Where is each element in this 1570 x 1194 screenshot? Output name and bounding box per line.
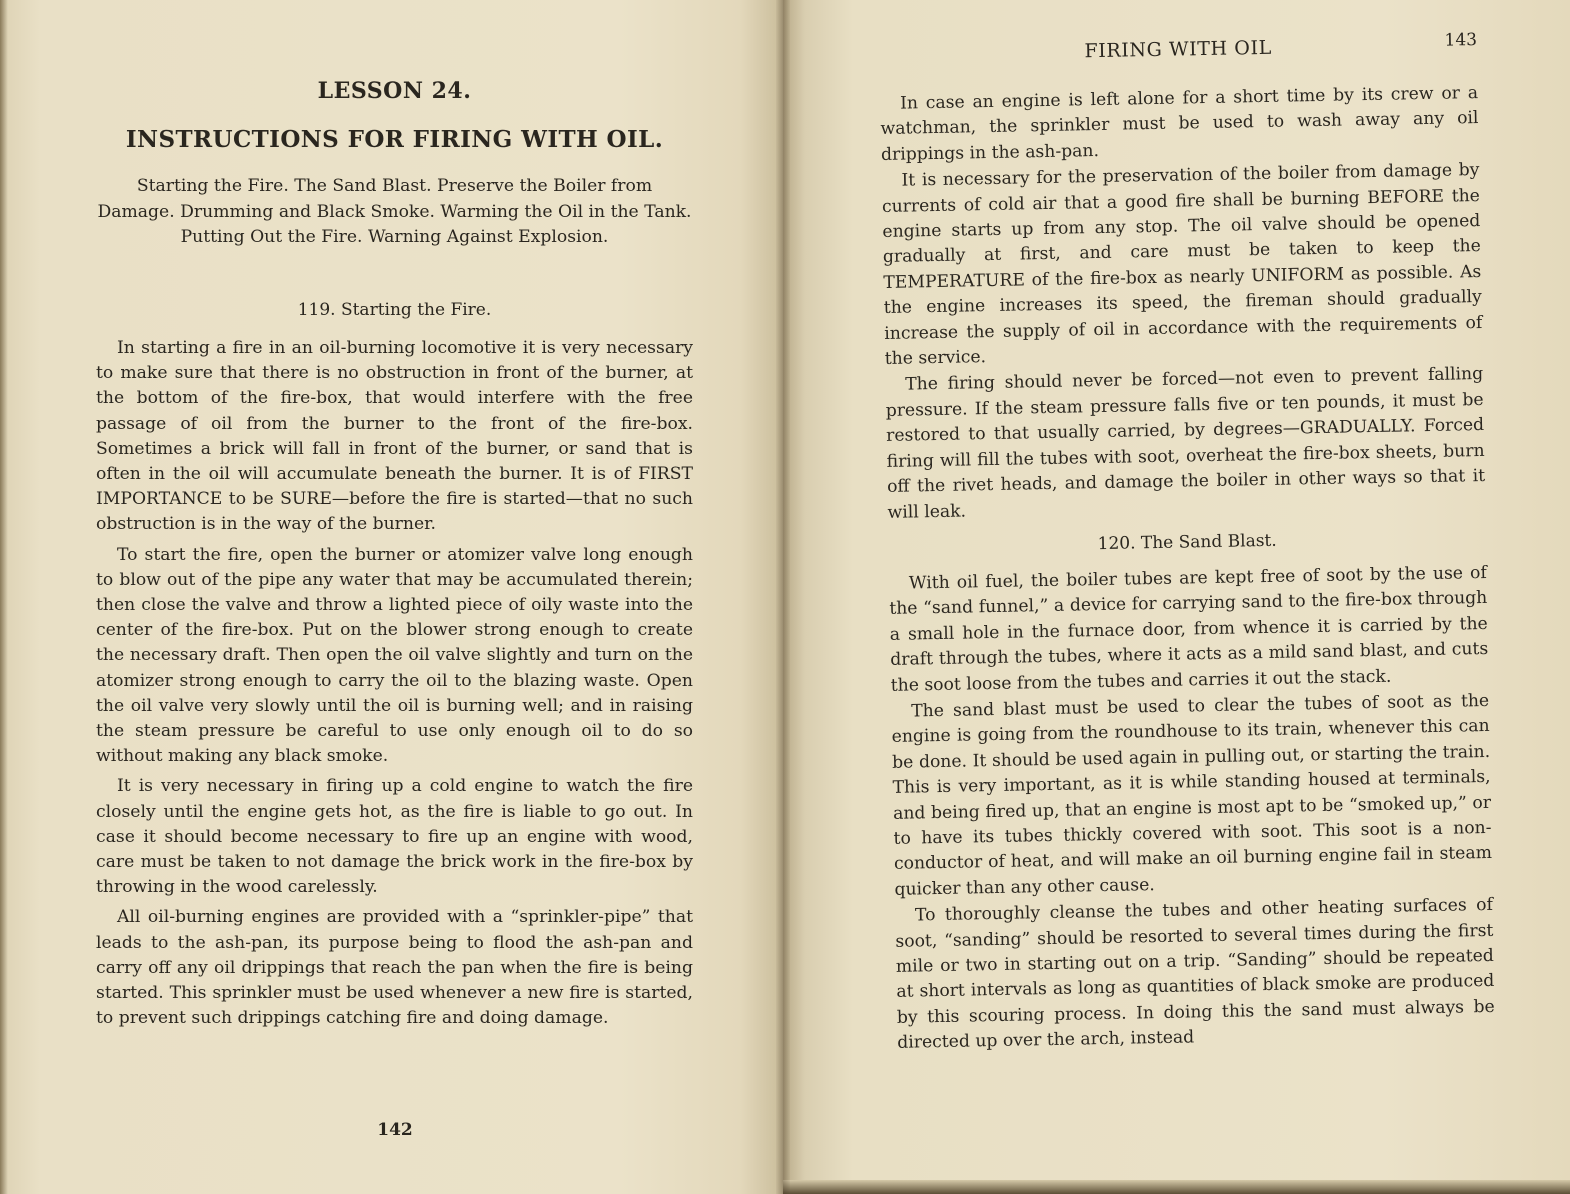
right-body <box>879 30 1495 1057</box>
paragraph: It is very necessary in firing up a cold engine to watch the fire closely until the engine gets hot, as the fire is liable to go out. In case it should become necessary to fire up an engine with wood, care must be taken to not damage the brick work in the fire-box by throwing in the wood carelessly. <box>96 776 693 898</box>
binding-gutter <box>776 0 790 1194</box>
chapter-title: INSTRUCTIONS FOR FIRING WITH OIL. <box>125 126 664 153</box>
paragraph: In starting a fire in an oil-burning locomotive it is very necessary to make sure that there is no obstruction in front of the burner, at the bottom of the fire-box, that would interfere with the free passage of oil from the burner to the front of the fire-box. Sometimes a brick will fall in front of the burner, or sand that is often in the oil will accumulate beneath the burner. It is of FIRST IMPORTANCE to be SURE—before the fire is started—that no such obstruction is in the way of the burner. <box>96 338 693 535</box>
running-head-title: FIRING WITH OIL <box>1084 36 1273 63</box>
page-edge <box>783 1180 1570 1194</box>
paragraph: The firing should never be forced—not even to prevent falling pressure. If the steam pressure falls five or ten pounds, it must be restored to that usually carried, by degrees—GRADUALLY. Forced firing will fill the tubes with soot, overheat the fire-box sheets, burn off the rivet heads, and damage the boiler in other ways so that it will leak. <box>885 364 1486 523</box>
paragraph: The sand blast must be used to clear the tubes of soot as the engine is going from the roundhouse to its train, whenever this can be done. It should be used again in pulling out, or starting the train. This is very important, as it is while standing housed at terminals, and being fired up, that an engine is most apt to be “smoked up,” or to have its tubes thickly covered with soot. This soot is a non-conductor of heat, and will make an oil burning engine fail in steam quicker than any other cause. <box>891 690 1493 900</box>
paragraph: In case an engine is left alone for a short time by its crew or a watchman, the sprinkler must be used to wash away any oil drippings in the ash-pan. <box>880 83 1479 165</box>
right-page <box>783 0 1570 1194</box>
paragraph: It is necessary for the preservation of the boiler from damage by currents of cold air that a good fire shall be burning BEFORE the engine starts up from any stop. The oil valve should be opened gradually at first, and care must be taken to keep the TEMPERATURE of the fire-box as nearly UNIFORM as possible. As the engine increases its speed, the fireman should gradually increase the supply of oil in accordance with the requirements of the service. <box>881 160 1483 370</box>
section-heading: 119. Starting the Fire. <box>297 300 492 320</box>
running-head <box>879 30 1478 84</box>
page-edge <box>0 0 8 1194</box>
paragraph: With oil fuel, the boiler tubes are kept free of soot by the use of the “sand funnel,” a device for carrying sand to the fire-box through a small hole in the furnace door, from whence it is carried by the draft through the tubes, where it acts as a mild sand blast, and cuts the soot loose from the tubes and carries it out the stack. <box>889 562 1489 696</box>
paragraph: All oil-burning engines are provided with a “sprinkler-pipe” that leads to the ash-pan, its purpose being to flood the ash-pan and carry off any oil drippings that reach the pan when the fire is being started. This sprinkler must be used whenever a new fire is started, to prevent such drippings catching fire and doing damage. <box>96 907 693 1029</box>
left-body <box>96 300 693 1036</box>
chapter-summary: Starting the Fire. The Sand Blast. Preserve the Boiler from Damage. Drumming and Black Smoke. Warming the Oil in the Tank. Putting Out the Fire. Warning Against Explosion. <box>97 176 692 248</box>
page-number: 142 <box>377 1120 413 1140</box>
lesson-number: LESSON 24. <box>317 78 472 104</box>
page-number: 143 <box>1444 30 1478 51</box>
paragraph: To thoroughly cleanse the tubes and other heating surfaces of soot, “sanding” should be resorted to several times during the first mile or two in starting out on a trip. “Sanding” should be repeated at short intervals as long as quantities of black smoke are produced by this scouring process. In doing this the sand must always be directed up over the arch, instead <box>895 895 1495 1054</box>
left-page <box>0 0 783 1194</box>
section-heading: 120. The Sand Blast. <box>1097 530 1277 554</box>
paragraph: To start the fire, open the burner or atomizer valve long enough to blow out of the pipe any water that may be accumulated therein; then close the valve and throw a lighted piece of oily waste into the center of the fire-box. Put on the blower strong enough to create the necessary draft. Then open the oil valve slightly and turn on the atomizer strong enough to carry the oil to the blazing waste. Open the oil valve very slowly until the oil is burning well; and in raising the steam pressure be careful to use only enough oil to do so without making any black smoke. <box>96 544 693 767</box>
